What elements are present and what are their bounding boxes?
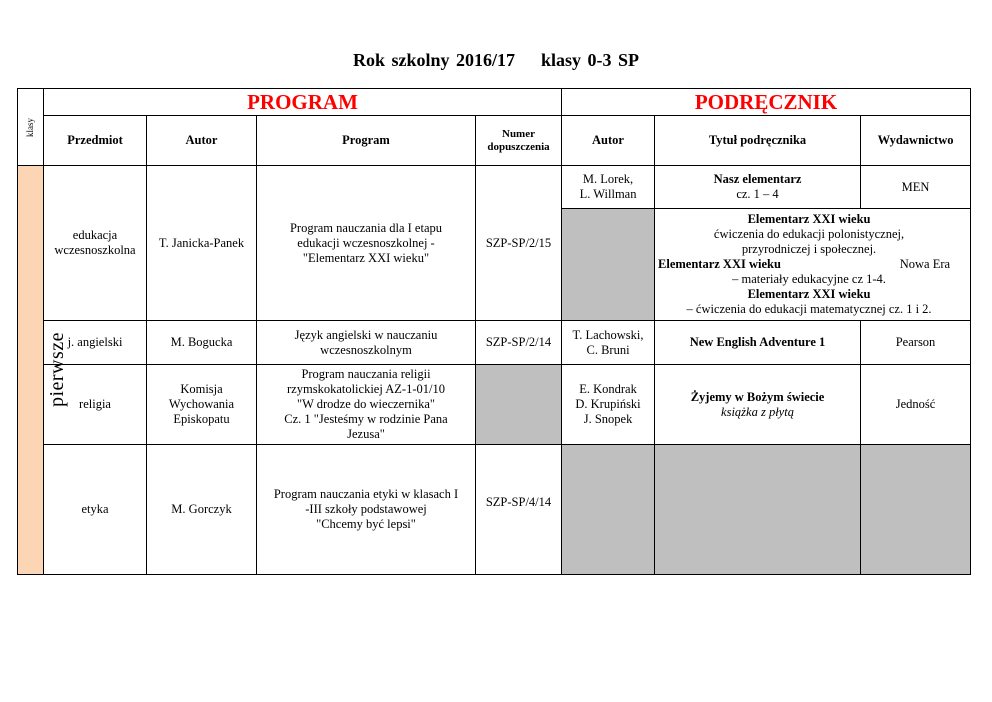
table-row (18, 321, 971, 365)
program-line: wczesnoszkolnym (320, 342, 412, 357)
edukacja-book2-details (655, 209, 971, 321)
etyka-tytul-empty (655, 445, 861, 575)
table-row (18, 445, 971, 575)
numer-header (476, 116, 562, 166)
program-line: Program nauczania etyki w klasach I (273, 487, 459, 501)
page-title (0, 50, 992, 71)
angielski-przedmiot: j. angielski (44, 321, 147, 365)
angielski-wydawnictwo: Pearson (861, 321, 971, 365)
autor-line: M. Lorek, (582, 172, 634, 186)
edukacja-przedmiot (44, 166, 147, 321)
book-desc: przyrodniczej i społecznej. (741, 242, 877, 256)
book-publisher: Nowa Era (899, 257, 951, 271)
podrecznik-section-header: PODRĘCZNIK (562, 89, 971, 116)
przedmiot-header: Przedmiot (44, 116, 147, 166)
edukacja-numer: SZP-SP/2/15 (476, 166, 562, 321)
autor2-header: Autor (562, 116, 655, 166)
edukacja-book2-autor-empty (562, 209, 655, 321)
title-school-year: Rok szkolny 2016/17 (352, 50, 515, 70)
angielski-autor: M. Bogucka (147, 321, 257, 365)
program-line: "Elementarz XXI wieku" (302, 250, 430, 265)
book-subtitle: książka z płytą (721, 404, 794, 419)
book-desc: ćwiczenia do edukacji polonistycznej, (713, 227, 905, 241)
religia-przedmiot: religia (44, 365, 147, 445)
przedmiot-line: edukacja (72, 228, 118, 242)
etyka-autor: M. Gorczyk (147, 445, 257, 575)
numer-value: SZP-SP/4/14 (485, 495, 552, 509)
edukacja-program (257, 166, 476, 321)
book-subtitle: cz. 1 – 4 (736, 187, 779, 201)
program-line: Jezusa" (347, 427, 385, 441)
class-label: pierwsze (46, 331, 69, 407)
edukacja-autor: T. Janicka-Panek (147, 166, 257, 321)
religia-tytul (655, 365, 861, 445)
edukacja-book1-autor (562, 166, 655, 209)
autor-line: T. Lachowski, (572, 327, 644, 342)
program-line: edukacji wczesnoszkolnej - (297, 235, 435, 250)
program-line: Program nauczania religii (301, 367, 431, 381)
title-classes: klasy 0-3 SP (541, 50, 640, 70)
column-header-row (18, 116, 971, 166)
klasy-header-cell (18, 89, 44, 166)
angielski-tytul: New English Adventure 1 (655, 321, 861, 365)
program-line: "Chcemy być lepsi" (316, 517, 416, 531)
book-title: Elementarz XXI wieku (658, 257, 781, 271)
edukacja-book1-tytul (655, 166, 861, 209)
table-row (18, 166, 971, 209)
wydawnictwo-header: Wydawnictwo (861, 116, 971, 166)
numer-header-line1: Numer (502, 127, 535, 140)
etyka-program (257, 445, 476, 575)
book-title: Elementarz XXI wieku (747, 212, 871, 226)
program-line: "W drodze do wieczernika" (296, 397, 436, 411)
program-header: Program (257, 116, 476, 166)
etyka-autor2-empty (562, 445, 655, 575)
angielski-numer: SZP-SP/2/14 (476, 321, 562, 365)
etyka-przedmiot: etyka (44, 445, 147, 575)
angielski-program (257, 321, 476, 365)
book-desc: – materiały edukacyjne cz 1-4. (732, 272, 886, 286)
class-label-cell (18, 166, 69, 575)
program-line: Program nauczania dla I etapu (289, 220, 442, 235)
autor-line: D. Krupiński (575, 397, 641, 411)
etyka-wydawnictwo-empty (861, 445, 971, 575)
klasy-header: klasy (25, 118, 35, 137)
book-title-with-publisher (658, 257, 960, 272)
religia-autor2 (562, 365, 655, 445)
program-line: rzymskokatolickiej AZ-1-01/10 (287, 382, 445, 396)
autor-line: Komisja (180, 382, 223, 396)
autor-line: Episkopatu (173, 412, 230, 426)
etyka-numer (476, 445, 562, 575)
autor-line: C. Bruni (586, 342, 630, 357)
religia-numer-empty (476, 365, 562, 445)
program-section-header: PROGRAM (44, 89, 562, 116)
section-header-row (18, 89, 971, 116)
autor-line: L. Willman (579, 187, 637, 201)
religia-program (257, 365, 476, 445)
edukacja-book1-wydawnictwo: MEN (861, 166, 971, 209)
religia-autor (147, 365, 257, 445)
tytul-header: Tytuł podręcznika (655, 116, 861, 166)
autor-line: Wychowania (168, 397, 235, 411)
program-line: Język angielski w nauczaniu (294, 327, 438, 342)
religia-wydawnictwo: Jedność (861, 365, 971, 445)
przedmiot-line: wczesnoszkolna (54, 243, 136, 257)
numer-header-line2: dopuszczenia (487, 140, 550, 153)
book-title: Żyjemy w Bożym świecie (690, 389, 825, 404)
angielski-autor2 (562, 321, 655, 365)
autor-line: J. Snopek (583, 412, 633, 426)
program-line: -III szkoły podstawowej (305, 502, 427, 516)
autor-line: E. Kondrak (579, 382, 637, 396)
table-row (18, 365, 971, 445)
curriculum-table (17, 88, 971, 575)
book-desc: – ćwiczenia do edukacji matematycznej cz. 1 i 2. (686, 302, 932, 316)
book-title: Nasz elementarz (713, 172, 802, 186)
autor-header: Autor (147, 116, 257, 166)
book-title: Elementarz XXI wieku (747, 287, 871, 301)
program-line: Cz. 1 "Jesteśmy w rodzinie Pana (284, 412, 448, 426)
